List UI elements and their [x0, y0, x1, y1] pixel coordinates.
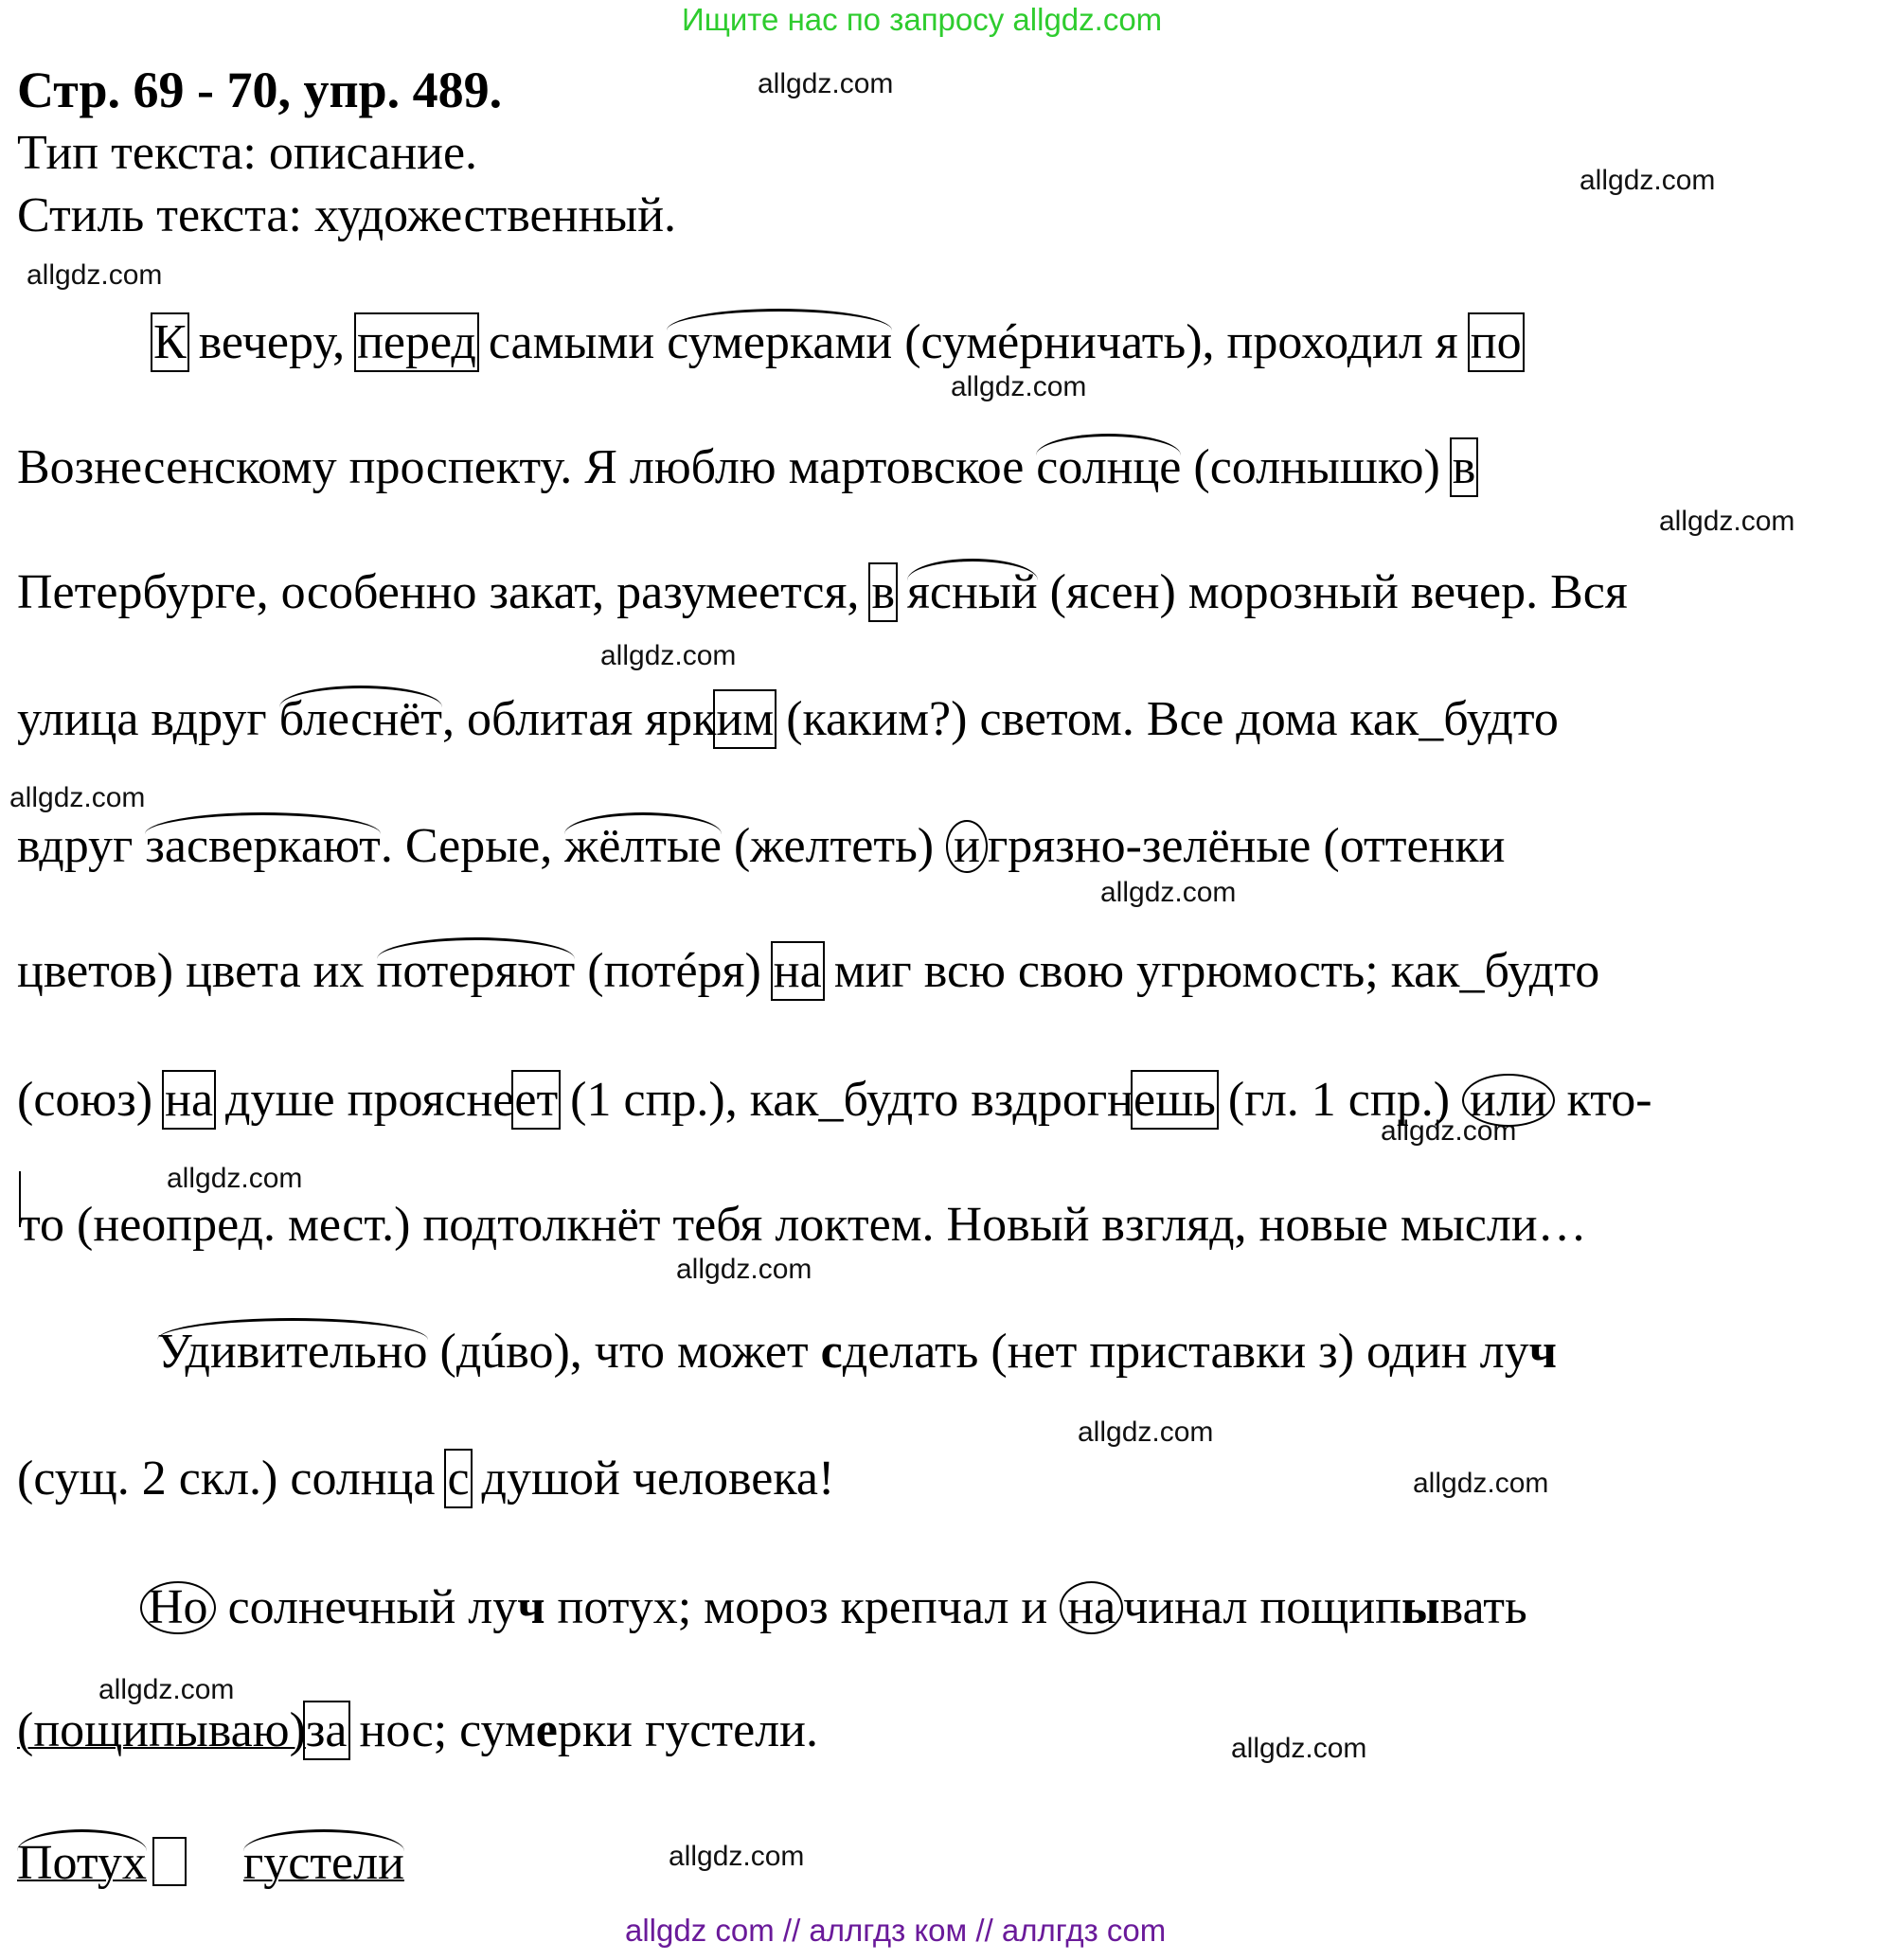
circled-word: Но	[140, 1581, 216, 1634]
watermark: allgdz.com	[1381, 1115, 1517, 1147]
root-marked-word: солнце	[1036, 440, 1182, 494]
watermark: allgdz.com	[9, 782, 146, 813]
text-run: миг всю свою угрюмость; как_будто	[821, 944, 1600, 998]
text-run: рки густели.	[557, 1703, 818, 1757]
watermark: allgdz.com	[669, 1841, 805, 1872]
text-run: улица вдруг	[17, 692, 279, 746]
highlighted-letter: ч	[517, 1580, 545, 1634]
text-run: (каким?) светом. Все дома как_будто	[774, 692, 1559, 746]
circled-word: или	[1462, 1074, 1555, 1127]
text-run: то	[19, 1198, 65, 1252]
watermark: allgdz.com	[1231, 1733, 1367, 1764]
boxed-word: К	[153, 315, 187, 369]
text-run: солнечный лу	[215, 1580, 518, 1634]
text-run: грязно-зелёные (оттенки	[987, 819, 1506, 873]
text-run: (сумéрничать), проходил я	[892, 315, 1471, 369]
text-run: делать (нет приставки з) один лу	[842, 1325, 1529, 1379]
text-run: душе проясне	[213, 1073, 515, 1127]
text-run: . Серые,	[380, 819, 565, 873]
text-line-9	[157, 1327, 1557, 1377]
text-run: Вознесенскому проспекту. Я люблю мартовское	[17, 440, 1037, 494]
page-title: Стр. 69 - 70, упр. 489.	[17, 62, 503, 118]
boxed-word: по	[1470, 315, 1522, 369]
text-run: кто-	[1554, 1073, 1652, 1127]
root-marked-word: жёлтые	[564, 819, 722, 873]
watermark: allgdz.com	[27, 259, 163, 291]
text-run: (1 спр.), как_будто вздрогн	[558, 1073, 1133, 1127]
text-run: (сущ. 2 скл.) солнца	[17, 1452, 448, 1506]
root-marked-word: потеряют	[376, 944, 576, 998]
text-line-12	[17, 1703, 818, 1757]
parsed-word: густели	[242, 1836, 404, 1890]
boxed-ending: ешь	[1133, 1073, 1216, 1127]
text-type-line: Тип текста: описание.	[17, 126, 478, 180]
watermark: allgdz.com	[1413, 1468, 1549, 1499]
text-run: нос; сум	[347, 1703, 536, 1757]
text-run: (дúво), что может	[427, 1325, 821, 1379]
root-marked-word: засверкают	[145, 819, 381, 873]
boxed-word: в	[871, 565, 895, 619]
root-marked-word: блеснёт	[278, 692, 442, 746]
watermark: allgdz.com	[1659, 506, 1795, 537]
text-run: (неопред. мест.) подтолкнёт тебя локтем. Новый взгляд, новые мысли…	[64, 1198, 1587, 1252]
watermark: allgdz.com	[758, 68, 894, 99]
text-line-7	[17, 1074, 1652, 1127]
empty-ending-box	[152, 1837, 187, 1886]
text-line-1	[153, 315, 1522, 369]
highlighted-letter: ч	[1528, 1325, 1557, 1379]
boxed-word: на	[773, 944, 822, 998]
text-run	[895, 565, 907, 619]
boxed-word: с	[447, 1452, 470, 1506]
watermark: allgdz.com	[951, 371, 1087, 402]
text-line-5	[17, 820, 1505, 873]
boxed-ending: ет	[514, 1073, 559, 1127]
boxed-word: на	[165, 1073, 214, 1127]
watermark: allgdz.com	[676, 1254, 812, 1285]
text-run: (желтеть)	[721, 819, 947, 873]
text-line-10	[17, 1454, 834, 1504]
text-line-11	[140, 1581, 1527, 1634]
text-run: (гл. 1 спр.)	[1215, 1073, 1463, 1127]
text-line-2	[17, 440, 1476, 494]
parsed-word: Потух	[17, 1836, 147, 1890]
text-run: (союз)	[17, 1073, 166, 1127]
suffix-marked-word	[17, 1198, 64, 1252]
watermark: allgdz.com	[167, 1163, 303, 1194]
text-line-3	[17, 565, 1628, 619]
prefix-letter: с	[820, 1325, 843, 1379]
root-marked-word: Удивительно	[157, 1325, 428, 1379]
text-run: цветов) цвета их	[17, 944, 377, 998]
text-run: вечеру,	[186, 315, 358, 369]
root-marked-word: сумерками	[667, 315, 893, 369]
text-style-line: Стиль текста: художественный.	[17, 188, 677, 242]
circled-word: и	[946, 820, 988, 873]
text-run: самыми	[475, 315, 668, 369]
watermark: allgdz.com	[600, 640, 737, 671]
root-marked-word: ясный	[907, 565, 1038, 619]
text-line-8	[17, 1198, 1587, 1252]
text-run: (ясен) морозный вечер. Вся	[1037, 565, 1628, 619]
text-run: душой человека!	[469, 1452, 835, 1506]
text-run: , облитая ярк	[441, 692, 717, 746]
text-line-13	[17, 1837, 404, 1888]
boxed-word: за	[305, 1703, 348, 1757]
text-run: (солнышко)	[1181, 440, 1453, 494]
boxed-ending: им	[716, 692, 775, 746]
watermark: allgdz.com	[98, 1674, 235, 1705]
watermark: allgdz.com	[1100, 877, 1237, 908]
bottom-banner[interactable]: allgdz com // аллгдз ком // аллгдз com	[625, 1913, 1167, 1948]
highlighted-letter: е	[535, 1703, 558, 1757]
text-run: вдруг	[17, 819, 146, 873]
text-run: чинал пощип	[1123, 1580, 1402, 1634]
watermark: allgdz.com	[1078, 1417, 1214, 1448]
boxed-word: в	[1452, 440, 1476, 494]
text-line-4	[17, 692, 1559, 746]
watermark: allgdz.com	[1580, 165, 1716, 196]
top-banner[interactable]: Ищите нас по запросу allgdz.com	[682, 2, 1163, 37]
text-line-6	[17, 944, 1600, 998]
boxed-word: перед	[357, 315, 476, 369]
text-run: (потéря)	[575, 944, 774, 998]
text-run: потух; мороз крепчал и	[544, 1580, 1061, 1634]
text-run: Петербурге, особенно закат, разумеется,	[17, 565, 872, 619]
underlined-word: (пощипываю)	[17, 1703, 306, 1757]
highlighted-letter: ы	[1401, 1580, 1440, 1634]
circled-prefix: на	[1060, 1581, 1123, 1634]
text-run: вать	[1439, 1580, 1527, 1634]
